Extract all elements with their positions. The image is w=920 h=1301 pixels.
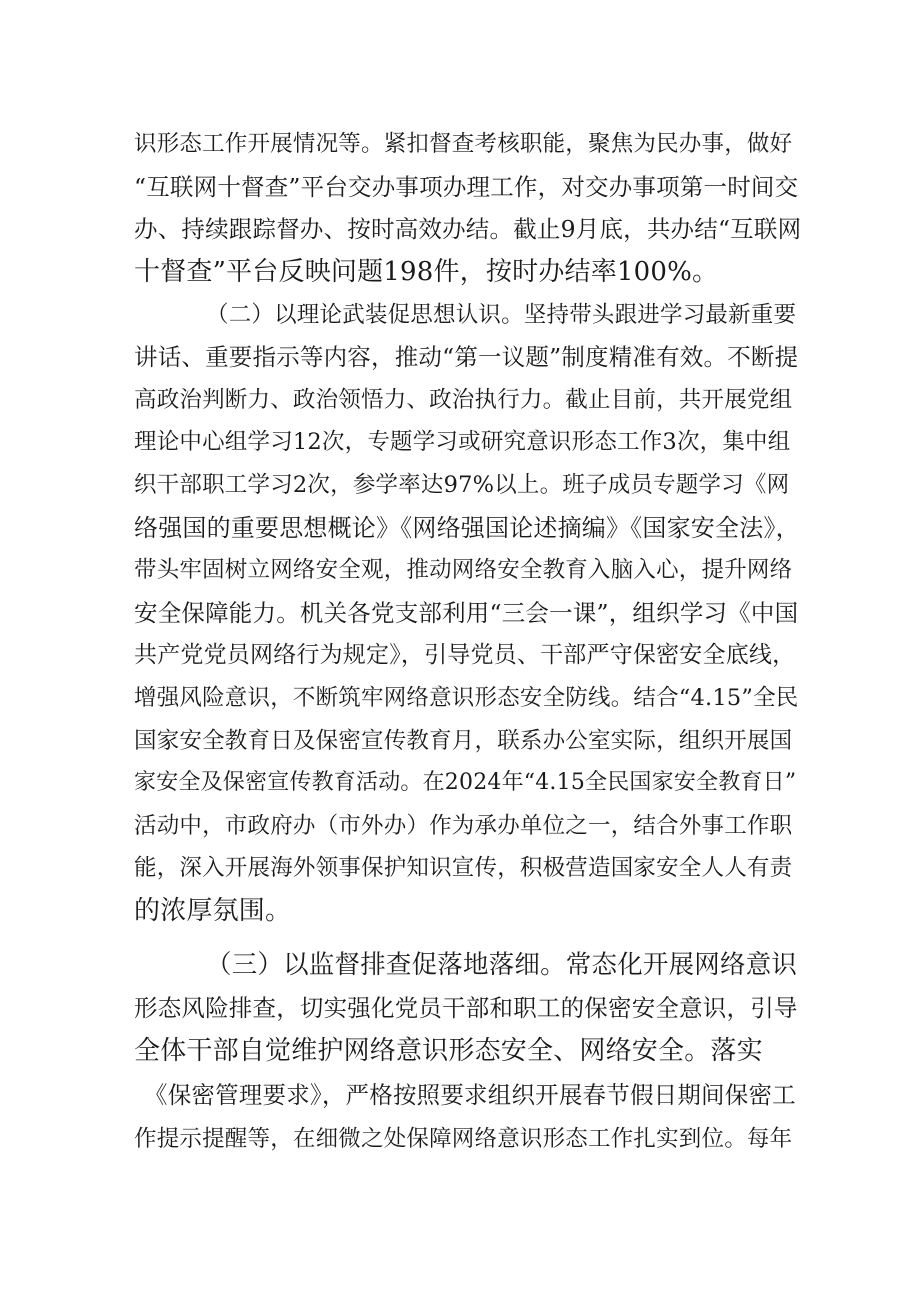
paragraph-3-line-5: 作提示提醒等，在细微之处保障网络意识形态工作扎实到位。每年 <box>134 1126 793 1152</box>
paragraph-2-line-4: 理论中心组学习12次，专题学习或研究意识形态工作3次，集中组 <box>134 429 791 455</box>
paragraph-2-line-9: 共产党党员网络行为规定》，引导党员、干部严守保密安全底线， <box>134 642 796 668</box>
paragraph-3-line-3: 全体干部自觉维护网络意识形态安全、网络安全。落实 <box>134 1036 763 1066</box>
paragraph-1-line-2: “互联网十督查”平台交办事项办理工作，对交办事项第一时间交 <box>134 173 799 201</box>
paragraph-2-line-15: 的浓厚氛围。 <box>134 896 292 926</box>
paragraph-2-line-10: 增强风险意识，不断筑牢网络意识形态安全防线。结合“4.15”全民 <box>134 685 799 711</box>
paragraph-3-heading-line: （三）以监督排查促落地落细。常态化开展网络意识 <box>206 950 798 980</box>
paragraph-2-line-11: 国家安全教育日及保密宣传教育月，联系办公室实际，组织开展国 <box>134 728 793 754</box>
paragraph-2-line-12: 家安全及保密宣传教育活动。在2024年“4.15全民国家安全教育日” <box>134 770 797 795</box>
paragraph-2-heading-line: （二）以理论武装促思想认识。坚持带头跟进学习最新重要 <box>206 302 797 328</box>
paragraph-2-line-8: 安全保障能力。机关各党支部利用“三会一课”，组织学习《中国 <box>134 599 799 627</box>
paragraph-2-line-5: 织干部职工学习2次，参学率达97%以上。班子成员专题学习《网 <box>134 472 790 498</box>
paragraph-2-line-7: 带头牢固树立网络安全观，推动网络安全教育入脑入心，提升网络 <box>134 557 793 583</box>
paragraph-3-line-4: 《保密管理要求》，严格按照要求组织开展春节假日期间保密工 <box>144 1081 796 1109</box>
paragraph-3-line-2: 形态风险排查，切实强化党员干部和职工的保密安全意识，引导 <box>134 994 798 1022</box>
paragraph-2-line-3: 高政治判断力、政治领悟力、政治执行力。截止目前，共开展党组 <box>134 387 793 413</box>
paragraph-2-line-2: 讲话、重要指示等内容，推动“第一议题”制度精准有效。不断提 <box>134 343 799 371</box>
paragraph-2-line-14: 能，深入开展海外领事保护知识宣传，积极营造国家安全人人有责 <box>134 855 793 881</box>
paragraph-1-line-1: 识形态工作开展情况等。紧扣督查考核职能，聚焦为民办事，做好 <box>134 131 793 157</box>
paragraph-1-line-4: 十督查”平台反映问题198件，按时办结率100%。 <box>134 257 719 287</box>
paragraph-2-line-6: 络强国的重要思想概论》《网络强国论述摘编》《国家安全法》， <box>134 514 800 542</box>
paragraph-1-line-3: 办、持续跟踪督办、按时高效办结。截止9月底，共办结“互联网 <box>134 215 802 243</box>
paragraph-2-line-13: 活动中，市政府办（市外办）作为承办单位之一，结合外事工作职 <box>134 813 793 839</box>
